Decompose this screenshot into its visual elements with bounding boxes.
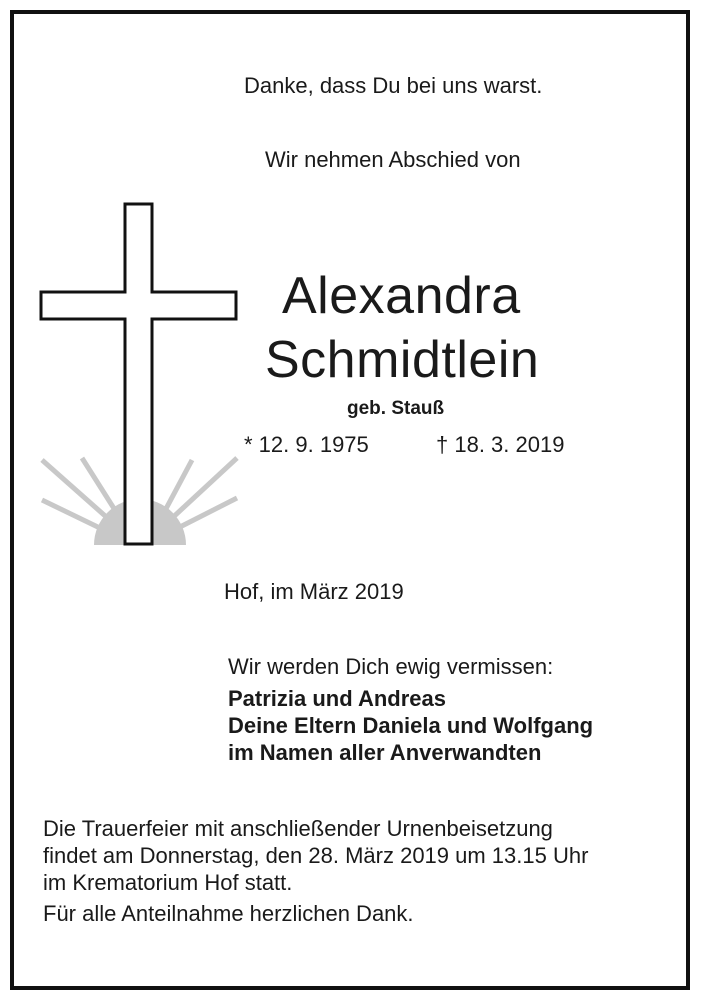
closing-line: Für alle Anteilnahme herzlichen Dank.	[43, 901, 414, 926]
deceased-first-name: Alexandra	[282, 267, 521, 325]
cross-icon	[41, 204, 236, 544]
death-date: † 18. 3. 2019	[436, 432, 565, 457]
mourner-line: Patrizia und Andreas	[228, 686, 447, 711]
mourner-line: Deine Eltern Daniela und Wolfgang	[228, 713, 594, 738]
place-date: Hof, im März 2019	[224, 579, 404, 604]
funeral-info-line: Die Trauerfeier mit anschließender Urnenbeisetzung	[43, 816, 553, 841]
intro-line: Wir nehmen Abschied von	[265, 147, 521, 172]
deceased-last-name: Schmidtlein	[265, 331, 540, 389]
funeral-info-line: findet am Donnerstag, den 28. März 2019 um 13.15 Uhr	[43, 843, 589, 868]
funeral-info-line: im Krematorium Hof statt.	[43, 870, 293, 895]
thanks-line: Danke, dass Du bei uns warst.	[244, 73, 543, 98]
birth-date: * 12. 9. 1975	[244, 432, 369, 457]
mourner-line: im Namen aller Anverwandten	[228, 740, 542, 765]
birth-name: geb. Stauß	[347, 398, 445, 419]
mourners-intro: Wir werden Dich ewig vermissen:	[228, 654, 554, 679]
